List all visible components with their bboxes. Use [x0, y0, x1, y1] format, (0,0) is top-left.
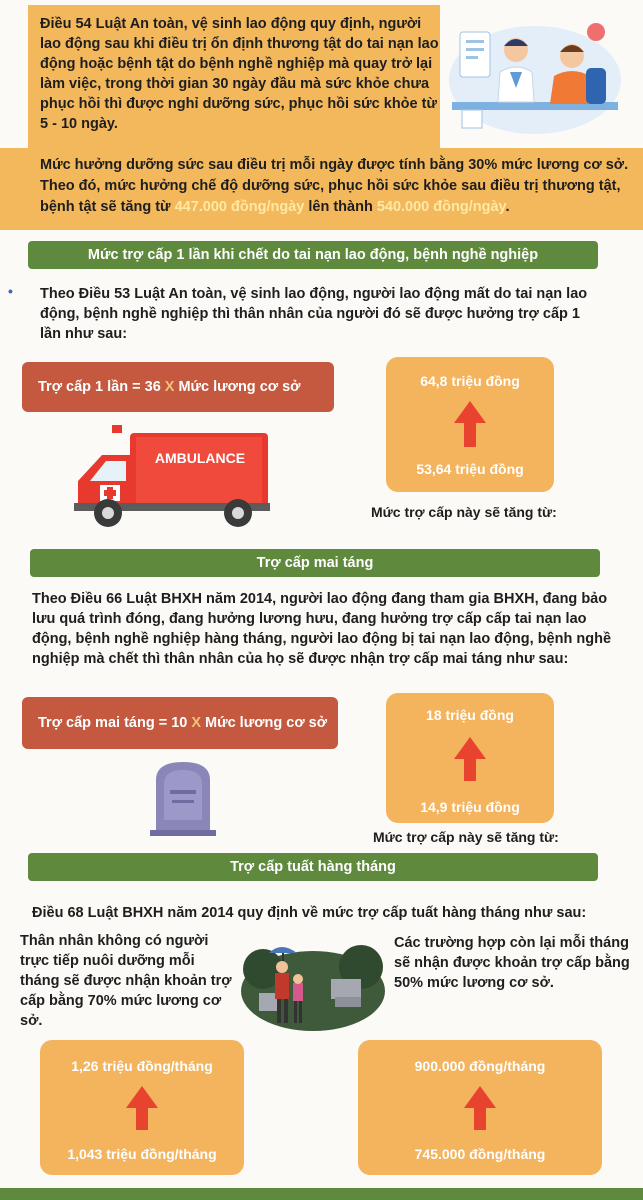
- section3-right-old: 745.000 đồng/tháng: [414, 1146, 546, 1162]
- section1-old-value: 53,64 triệu đồng: [416, 461, 524, 477]
- section3-left-card: [40, 1040, 244, 1175]
- section3-left-text: Thân nhân không có người trực tiếp nuôi dưỡng mỗi tháng sẽ được nhận khoản trợ cấp bằng 70% mức lương cơ sở.: [20, 933, 232, 1029]
- cemetery-illustration: [239, 943, 387, 1033]
- section1-value-card: [386, 357, 554, 492]
- section2-formula: Trợ cấp mai táng = 10 X Mức lương cơ sở: [22, 697, 338, 749]
- up-arrow-icon: [462, 1084, 498, 1132]
- section1-formula: Trợ cấp 1 lần = 36 X Mức lương cơ sở: [22, 362, 334, 412]
- section1-text: Theo Điều 53 Luật An toàn, vệ sinh lao động, người lao động mất do tai nạn lao động, bệnh nghề nghiệp thì thân nhân của người đó sẽ được hưởng trợ cấp 1 lần như sau:: [40, 286, 588, 342]
- section2-new-value: 18 triệu đồng: [426, 707, 514, 723]
- section2-old-value: 14,9 triệu đồng: [420, 799, 520, 815]
- section3-intro: Điều 68 Luật BHXH năm 2014 quy định về mức trợ cấp tuất hàng tháng như sau:: [32, 905, 587, 921]
- bullet-icon: •: [8, 283, 13, 299]
- doctor-patient-illustration: [446, 10, 624, 135]
- section1-caption: Mức trợ cấp này sẽ tăng từ:: [371, 504, 557, 520]
- section2-caption: Mức trợ cấp này sẽ tăng từ:: [373, 829, 559, 845]
- tombstone-icon: [150, 758, 216, 836]
- section3-right-text: Các trường hợp còn lại mỗi tháng sẽ nhận được khoản trợ cấp bằng 50% mức lương cơ sở.: [394, 935, 630, 991]
- ambulance-label: AMBULANCE: [154, 450, 246, 466]
- up-arrow-icon: [452, 399, 488, 449]
- up-arrow-icon: [124, 1084, 160, 1132]
- section3-left-new: 1,26 triệu đồng/tháng: [71, 1058, 213, 1074]
- recovery-text: Mức hưởng dưỡng sức sau điều trị mỗi ngày được tính bằng 30% mức lương cơ sở. Theo đó, mức hưởng chế độ dưỡng sức, phục hồi sức khỏe sau điều trị thương tật, bệnh tật sẽ tăng từ 447.000 đồng/ngày lên thành 540.000 đồng/ngày.: [40, 157, 629, 215]
- intro-text: Điều 54 Luật An toàn, vệ sinh lao động quy định, người lao động sau khi điều trị ổn định thương tật do tai nạn lao động hoặc bệnh tật do bệnh nghề nghiệp mà quay trở lại làm việc, trong thời gian 30 ngày đầu mà sức khỏe chưa phục hồi thì được nghỉ dưỡng sức, phục hồi sức khỏe từ 5 - 10 ngày.: [40, 16, 439, 132]
- section3-right-card: [358, 1040, 602, 1175]
- section2-value-card: [386, 693, 554, 823]
- recovery-from-value: 447.000 đồng/ngày: [174, 199, 305, 215]
- section2-title: Trợ cấp mai táng: [30, 549, 600, 577]
- section3-left-old: 1,043 triệu đồng/tháng: [67, 1146, 217, 1162]
- section1-new-value: 64,8 triệu đồng: [420, 373, 520, 389]
- section3-title: Trợ cấp tuất hàng tháng: [28, 853, 598, 881]
- bottom-bar: [0, 1188, 643, 1200]
- section1-title: Mức trợ cấp 1 lần khi chết do tai nạn lao động, bệnh nghề nghiệp: [28, 241, 598, 269]
- recovery-to-value: 540.000 đồng/ngày: [376, 199, 506, 215]
- section3-right-new: 900.000 đồng/tháng: [414, 1058, 546, 1074]
- up-arrow-icon: [452, 735, 488, 783]
- ambulance-icon: [72, 425, 272, 530]
- section2-text: Theo Điều 66 Luật BHXH năm 2014, người lao động đang tham gia BHXH, đang bảo lưu quá trình đóng, đang hưởng lương hưu, đang hưởng trợ cấp cấp tai nạn lao động, bệnh nghề nghiệp hàng tháng, người lao động bị tai nạn lao động, bệnh nghề nghiệp mà chết thì thân nhân của họ sẽ được nhận trợ cấp mai táng như sau:: [32, 591, 612, 667]
